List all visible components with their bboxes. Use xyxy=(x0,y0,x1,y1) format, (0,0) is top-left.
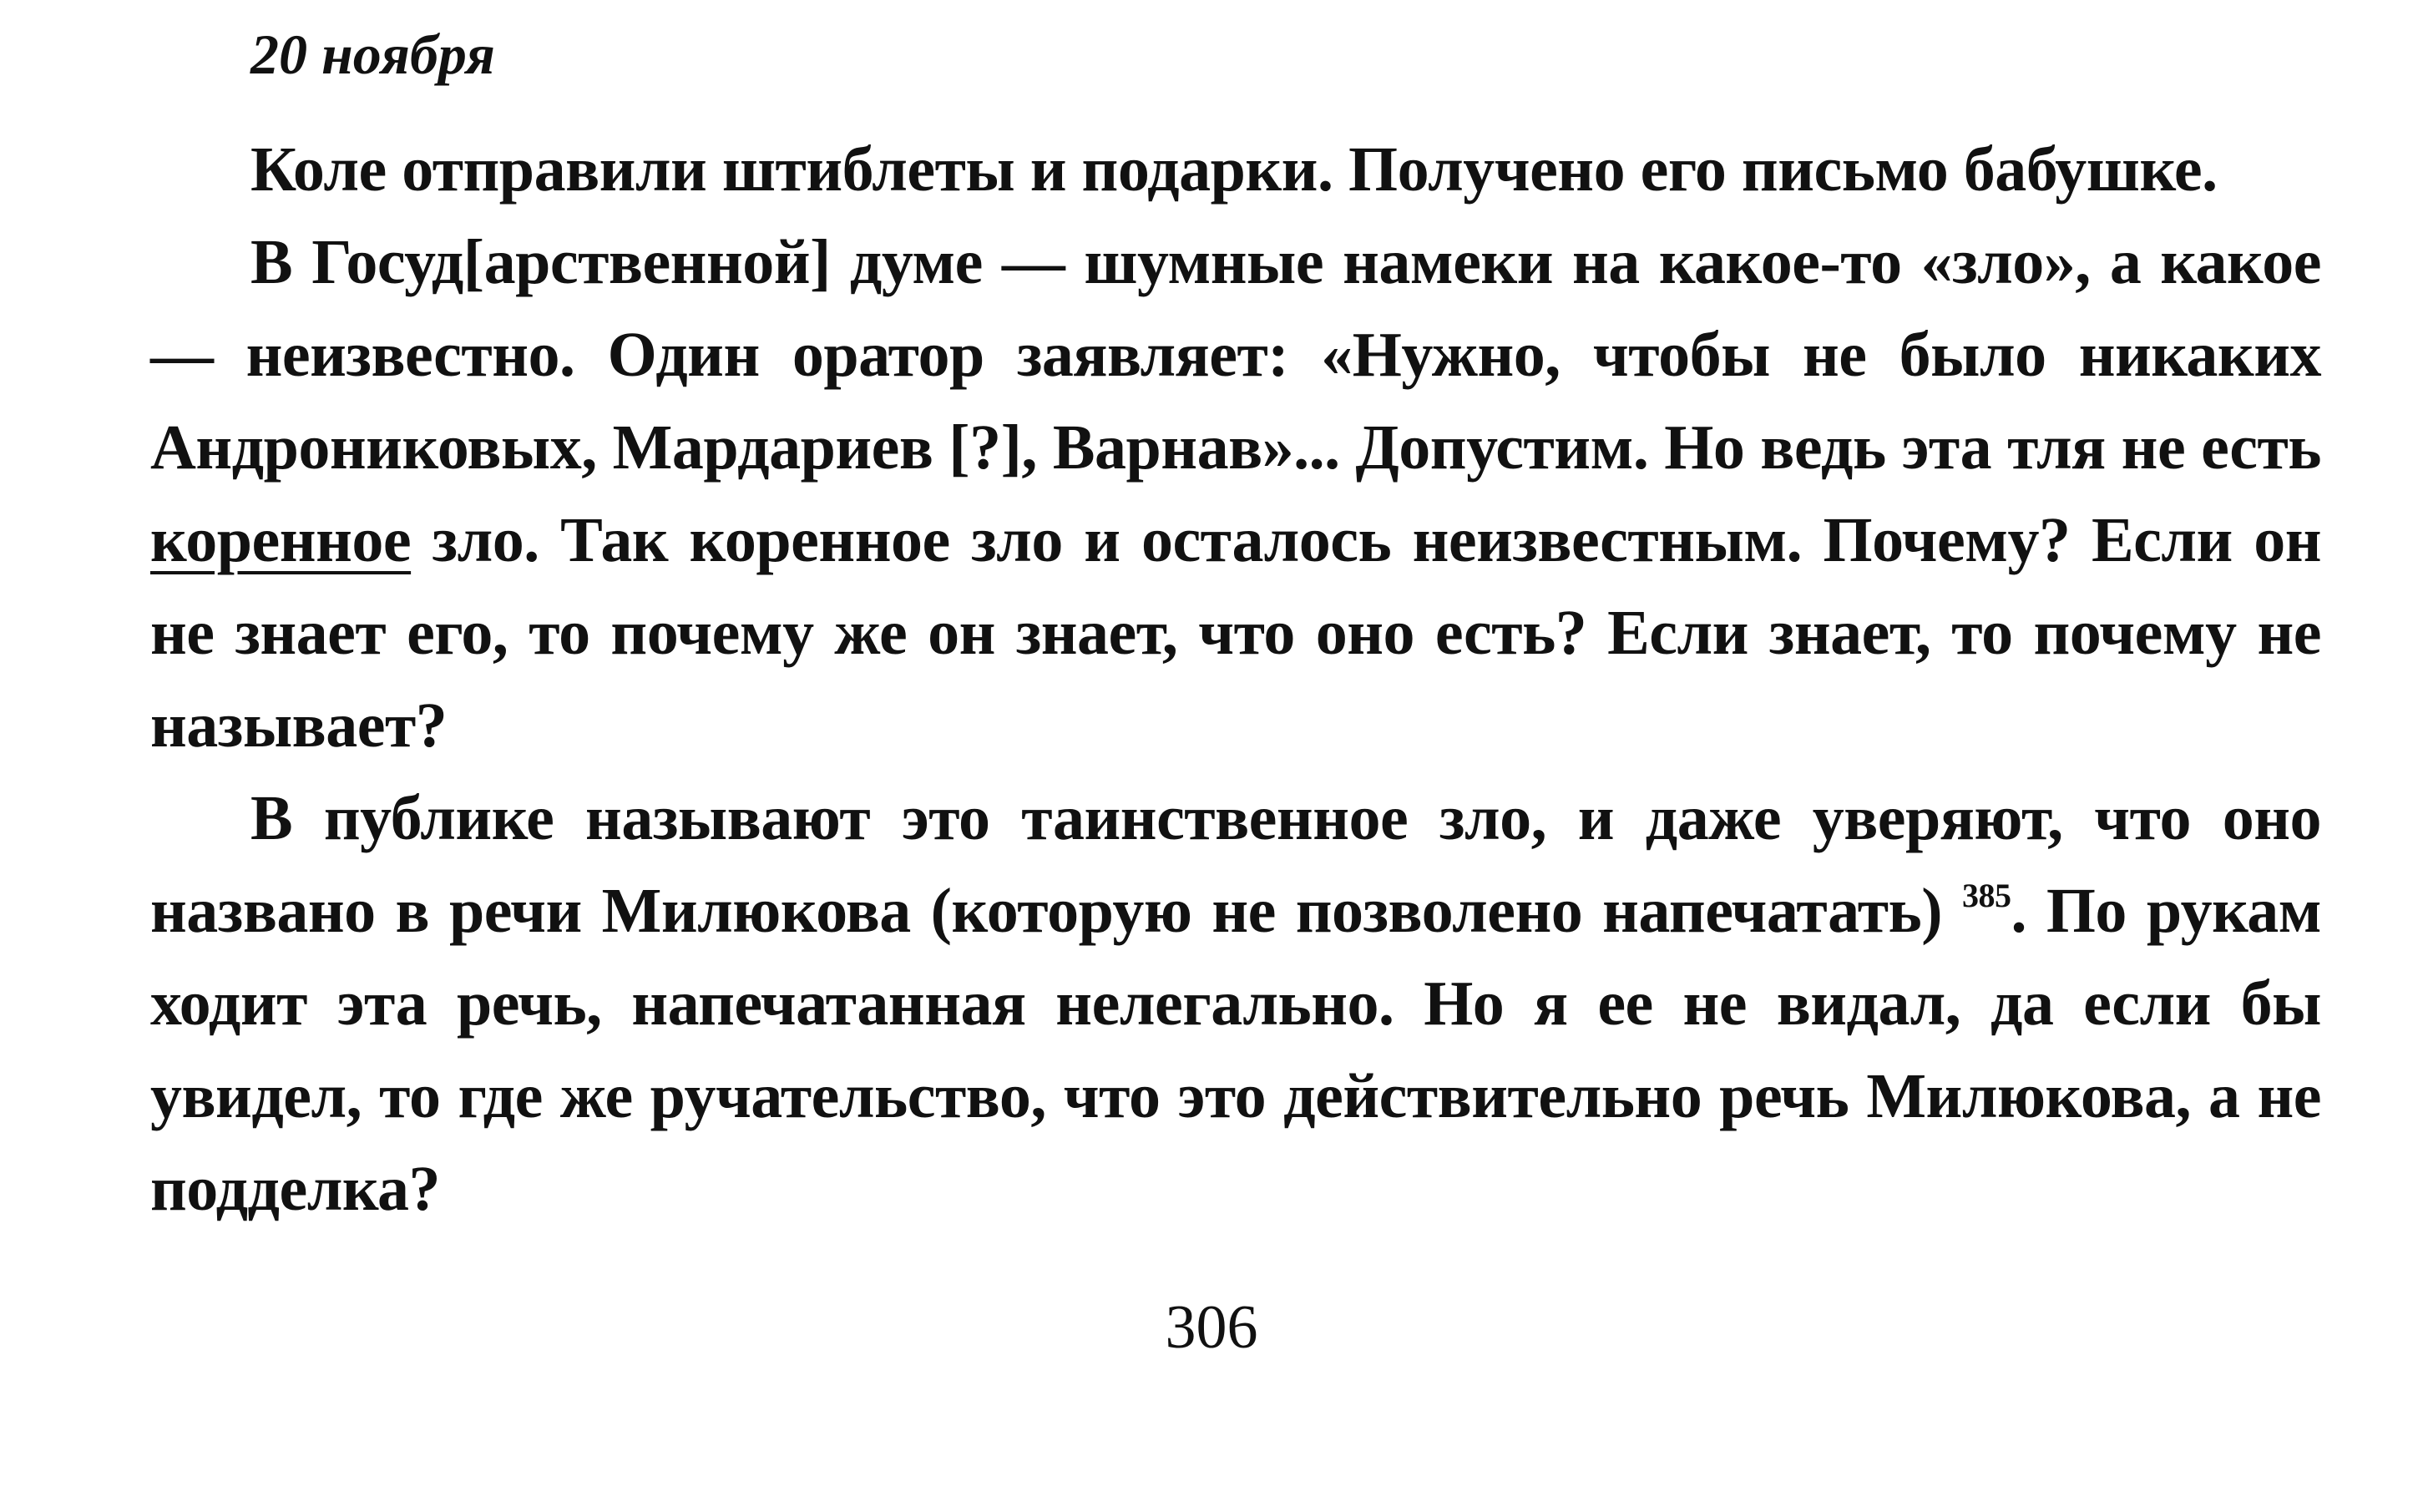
underlined-word: коренное xyxy=(150,505,412,575)
entry-date: 20 ноября xyxy=(250,23,495,86)
paragraph-2-part2: зло. Так коренное зло и осталось неизвестным. Почему? Если он не знает его, то почему же он знает, что оно есть? Если знает, то почему не называет? xyxy=(150,505,2321,761)
footnote-ref: 385 xyxy=(1961,877,2011,914)
paragraph-2 xyxy=(150,216,2321,772)
paragraph-3-part2: . По рукам ходит эта речь, напечатанная нелегально. Но я ее не видал, да если бы увидел, то где же ручательство, что это действительно речь Милюкова, а не подделка? xyxy=(150,876,2321,1224)
paragraph-1 xyxy=(150,124,2321,216)
paragraph-3-part1: В публике называют это таинственное зло, и даже уверяют, что оно названо в речи Милюкова (которую не позволено напечатать) xyxy=(150,783,2321,946)
paragraph-1-text: Коле отправили штиблеты и подарки. Получено его письмо бабушке. xyxy=(250,134,2218,205)
document-page xyxy=(150,17,2321,1236)
page-number: 306 xyxy=(1165,1293,1258,1362)
paragraph-3 xyxy=(150,772,2321,1236)
paragraph-2-part1: В Госуд[арственной] думе — шумные намеки на какое-то «зло», а какое — неизвестно. Один оратор заявляет: «Нужно, чтобы не было никаких Андрониковых, Мардариев [?], Варнав»... Допустим. Но ведь эта тля не есть xyxy=(150,227,2321,483)
